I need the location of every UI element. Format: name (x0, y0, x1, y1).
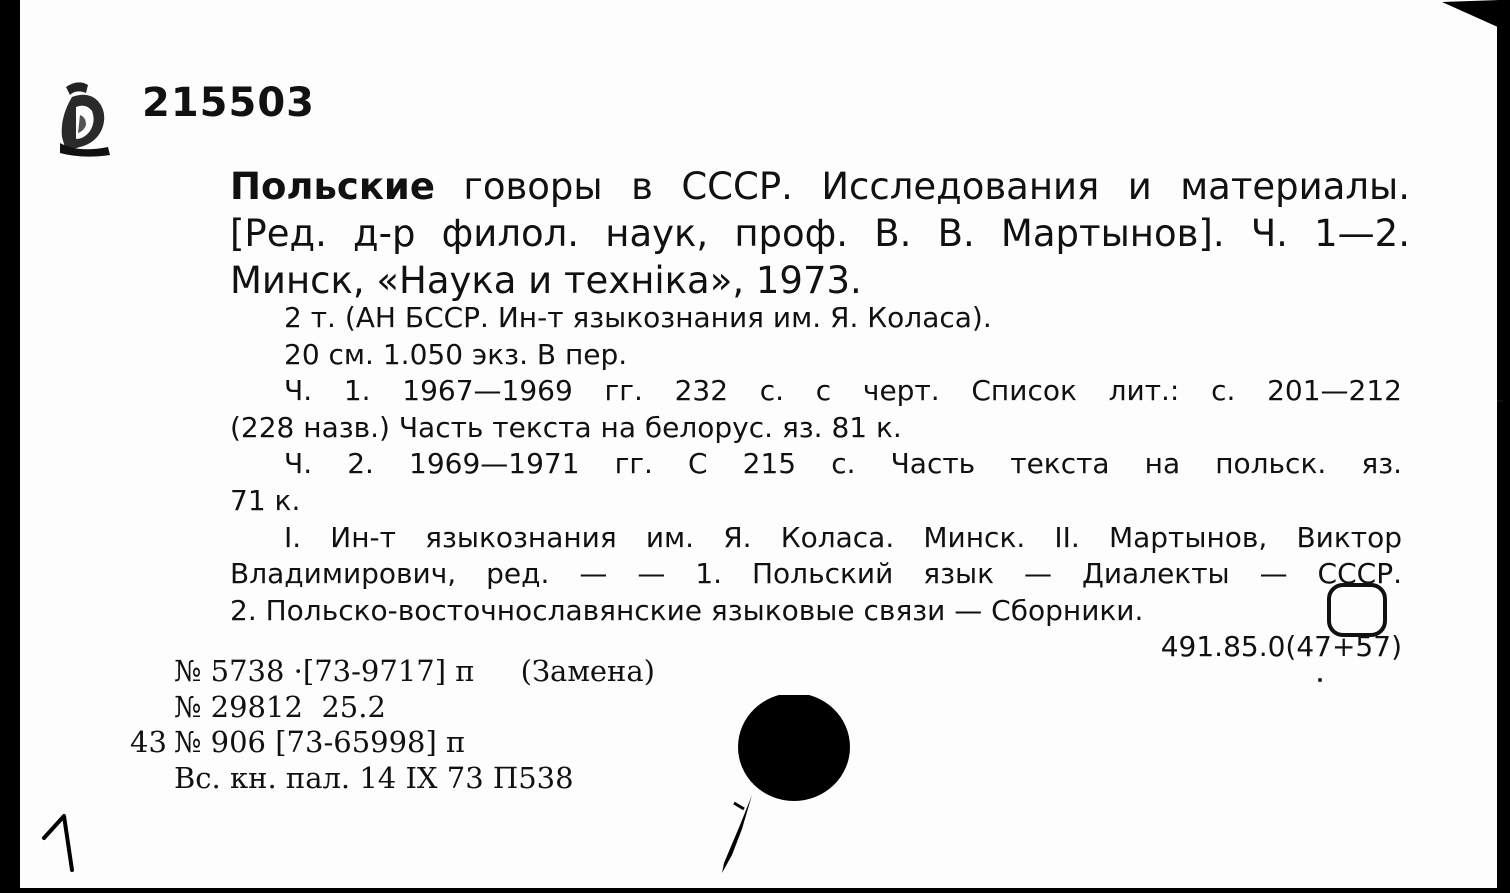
tracings-line: 2. Польско-восточнославянские языковые связи — Сборники. (230, 593, 1144, 627)
title-lead-word: Польские (230, 165, 435, 208)
description-block (230, 300, 1402, 666)
scan-border-right (1497, 0, 1510, 893)
edge-tick (1497, 400, 1503, 402)
title-line-1-rest: говоры в СССР. Исследования и материалы. (463, 165, 1410, 208)
handwritten-mark (38, 812, 90, 874)
description-line: Ч. 1. 1967—1969 гг. 232 с. с черт. Список лит.: с. 201—212 (284, 374, 1402, 408)
footer-row: 43 № 906 [73-65998] п (130, 725, 466, 759)
card-number: 215503 (142, 80, 315, 126)
stamp-icon (58, 77, 122, 157)
footer-row: Вс. кн. пал. 14 IX 73 П538 (174, 760, 574, 795)
footer-row: № 5738 ·[73-9717] п (Замена) (174, 654, 655, 688)
description-line: Ч. 2. 1969—1971 гг. С 215 с. Часть текста на польск. яз. (284, 447, 1402, 481)
title-line-1 (230, 163, 1410, 210)
scan-border-left (0, 0, 20, 893)
tracings-line: Владимирович, ред. — — 1. Польский язык — Диалекты — СССР. (230, 557, 1402, 591)
corner-fold-mark (1442, 0, 1502, 30)
title-block (230, 163, 1410, 304)
ink-dot (1318, 678, 1322, 682)
description-line: 71 к. (230, 483, 301, 517)
scan-border-bottom (0, 888, 1510, 893)
description-line: 20 см. 1.050 экз. В пер. (284, 337, 628, 371)
description-line: (228 назв.) Часть текста на белорус. яз. 81 к. (230, 410, 902, 444)
footer-block (130, 654, 655, 796)
punch-hole-mark (718, 695, 853, 875)
title-line-3: Минск, «Наука и техніка», 1973. (230, 259, 862, 302)
tracings-line: I. Ин-т языкознания им. Я. Коласа. Минск. II. Мартынов, Виктор (284, 520, 1402, 554)
t-mark-box (1327, 583, 1387, 637)
title-line-2: [Ред. д-р филол. наук, проф. В. В. Мартынов]. Ч. 1—2. (230, 212, 1410, 255)
description-line: 2 т. (АН БССР. Ин-т языкознания им. Я. Коласа). (284, 301, 992, 334)
classification-code: 491.85.0(47+57) (1160, 630, 1402, 664)
footer-row: № 29812 25.2 (174, 689, 386, 724)
